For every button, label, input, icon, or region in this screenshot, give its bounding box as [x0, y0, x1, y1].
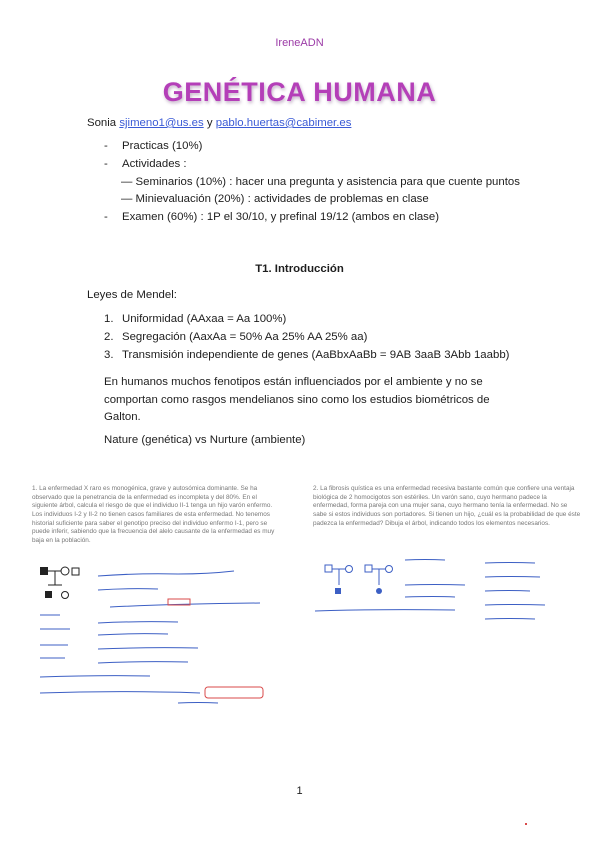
paragraph-nature-nurture: Nature (genética) vs Nurture (ambiente): [104, 434, 306, 446]
pedigree-diagram: [325, 565, 393, 594]
page-number: 1: [296, 785, 303, 797]
contact-connector: y: [206, 117, 213, 129]
header-author: IreneADN: [275, 37, 324, 49]
eval-subitem: — Minievaluación (20%) : actividades de problemas en clase: [121, 193, 429, 205]
exercise-2-image: [305, 485, 585, 645]
exercise-2-statement: 2. La fibrosis quística es una enfermedad recesiva bastante común que confiere una ventaja biológica de 2 homocigotos son estériles. Un varón sano, cuyo hermano padece la enfermedad, forma pareja con una mujer sana, cuyo hermano tenía la enfermedad. No se sabe si estos individuos son portadores. Si tienen un hijo, ¿cuál es la probabilidad de que éste padezca la enfermedad? Dibuja el árbol, indicando todos los elementos necesarios.: [313, 485, 581, 527]
exercise-2-handwritten-notes: [305, 485, 585, 645]
law-text: Transmisión independiente de genes (AaBbxAaBb = 9AB 3aaB 3Abb 1aabb): [122, 349, 510, 361]
exercise-1-statement: 1. La enfermedad X raro es monogénica, grave y autosómica dominante. Se ha observado que la penetrancia de la enfermedad es incompleta y del 80%. En el siguiente árbol, calcula el riesgo de que el individuo II-1 tenga un hijo varón enfermo. Los individuos I-2 y II-2 no tienen casos familiares de esta enfermedad. No tenemos historial suficiente para saber el genotipo preciso del individuo enfermo I-1, pero se puede inferir, sabiendo que la frecuencia del alelo causante de la enfermedad es muy baja en la población.: [32, 485, 275, 544]
email-link-1[interactable]: sjimeno1@us.es: [119, 117, 204, 129]
mendel-law: [104, 349, 509, 363]
dash-marker: -: [104, 140, 108, 152]
eval-item: [104, 140, 202, 154]
red-mark-dot: [525, 823, 527, 825]
affected-male-symbol: [45, 591, 52, 598]
affected-male-symbol: [40, 567, 48, 575]
exercise-1-image: [18, 485, 290, 710]
mendel-law: [104, 313, 286, 327]
male-symbol: [72, 568, 79, 575]
exercise-1-handwritten-notes: [18, 485, 290, 710]
section-title: T1. Introducción: [255, 263, 344, 275]
mendel-heading: Leyes de Mendel:: [87, 289, 177, 301]
eval-item: [104, 158, 187, 172]
female-symbol: [61, 567, 69, 575]
contact-name: Sonia: [87, 117, 117, 129]
eval-subitem: — Seminarios (10%) : hacer una pregunta y asistencia para que cuente puntos: [121, 176, 520, 188]
dash-marker: -: [104, 158, 108, 170]
eval-item-text: Practicas (10%): [122, 140, 203, 152]
paragraph-phenotypes: En humanos muchos fenotipos están influenciados por el ambiente y no se comportan como rasgos mendelianos sino como los estudios biométricos de Galton.: [104, 376, 490, 424]
contact-line: [87, 117, 351, 131]
eval-item: [104, 211, 439, 225]
law-text: Segregación (AaxAa = 50% Aa 25% AA 25% aa): [122, 331, 368, 343]
email-link-2[interactable]: pablo.huertas@cabimer.es: [215, 117, 352, 129]
eval-item-text: Examen (60%) : 1P el 30/10, y prefinal 19/12 (ambos en clase): [122, 211, 440, 223]
page-title: GENÉTICA HUMANA: [162, 77, 437, 107]
dash-marker: -: [104, 211, 108, 223]
pedigree-diagram: [40, 567, 79, 599]
law-number: 2.: [104, 331, 114, 343]
law-number: 3.: [104, 349, 114, 361]
law-number: 1.: [104, 313, 114, 325]
eval-item-text: Actividades :: [122, 158, 187, 170]
mendel-law: [104, 331, 367, 345]
law-text: Uniformidad (AAxaa = Aa 100%): [122, 313, 287, 325]
female-symbol: [62, 592, 69, 599]
